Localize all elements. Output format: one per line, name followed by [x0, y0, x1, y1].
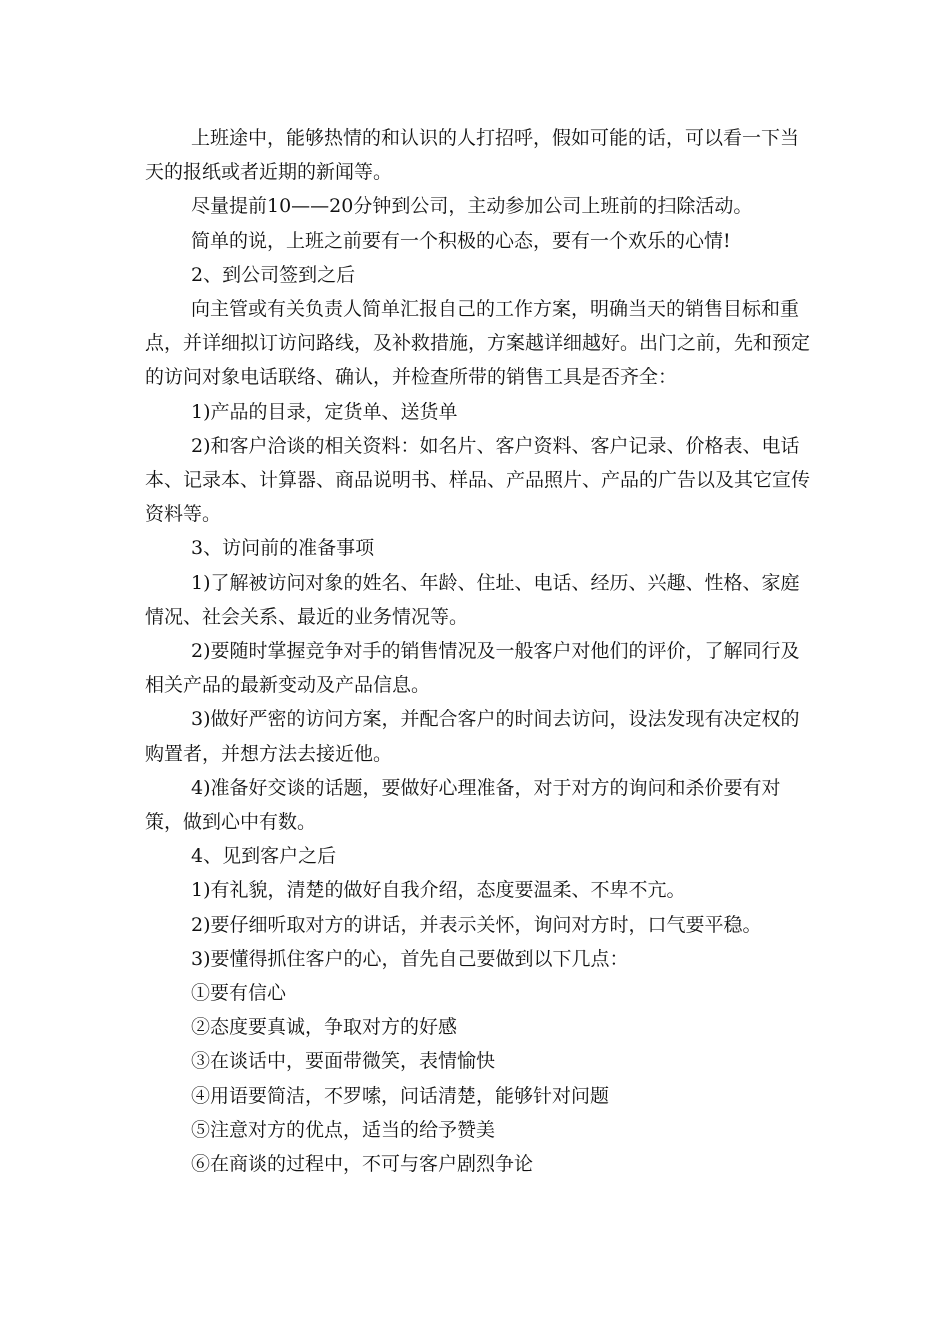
section-heading-3: 3、访问前的准备事项	[191, 537, 375, 560]
section-heading-4: 4、见到客户之后	[191, 845, 337, 868]
section-heading-2: 2、到公司签到之后	[191, 263, 356, 286]
sub-item-praise: ⑤注意对方的优点，适当的给予赞美	[191, 1118, 496, 1141]
sub-item-sincere: ②态度要真诚，争取对方的好感	[191, 1016, 458, 1039]
list-item-competitors: 2)要随时掌握竞争对手的销售情况及一般客户对他们的评价，了解同行及相关产品的最新变动及产品信息。	[145, 640, 800, 697]
list-item-topics: 4)准备好交谈的话题，要做好心理准备，对于对方的询问和杀价要有对策，做到心中有数。	[145, 776, 781, 834]
list-item-introduce: 1)有礼貌，清楚的做好自我介绍，态度要温柔、不卑不亢。	[191, 879, 686, 902]
paragraph-report-plan: 向主管或有关负责人简单汇报自己的工作方案，明确当天的销售目标和重点，并详细拟订访问路线，及补救措施，方案越详细越好。出门之前，先和预定的访问对象电话联络、确认，并检查所带的销售工具是否齐全：	[145, 298, 811, 389]
paragraph-arrive-early: 尽量提前10——20分钟到公司，主动参加公司上班前的扫除活动。	[191, 195, 753, 218]
list-item-materials: 2)和客户洽谈的相关资料：如名片、客户资料、客户记录、价格表、电话本、记录本、计算器、商品说明书、样品、产品照片、产品的广告以及其它宣传资料等。	[145, 434, 811, 526]
list-item-win-heart: 3)要懂得抓住客户的心，首先自己要做到以下几点：	[191, 947, 629, 970]
list-item-visit-plan: 3)做好严密的访问方案，并配合客户的时间去访问，设法发现有决定权的购置者，并想方法去接近他。	[145, 708, 800, 765]
list-item-catalog: 1)产品的目录，定货单、送货单	[191, 400, 458, 423]
document-body	[145, 121, 815, 1181]
paragraph-attitude: 简单的说，上班之前要有一个积极的心态，要有一个欢乐的心情!	[191, 229, 731, 252]
sub-item-confidence: ①要有信心	[191, 982, 287, 1005]
sub-item-smile: ③在谈话中，要面带微笑，表情愉快	[191, 1050, 496, 1073]
sub-item-no-argue: ⑥在商谈的过程中，不可与客户剧烈争论	[191, 1153, 534, 1176]
list-item-listen: 2)要仔细听取对方的讲话，并表示关怀，询问对方时，口气要平稳。	[191, 913, 762, 936]
paragraph-commute: 上班途中，能够热情的和认识的人打招呼，假如可能的话，可以看一下当天的报纸或者近期的新闻等。	[145, 127, 800, 184]
sub-item-concise: ④用语要简洁，不罗嗦，问话清楚，能够针对问题	[191, 1084, 610, 1107]
list-item-know-client: 1)了解被访问对象的姓名、年龄、住址、电话、经历、兴趣、性格、家庭情况、社会关系、最近的业务情况等。	[145, 571, 800, 628]
